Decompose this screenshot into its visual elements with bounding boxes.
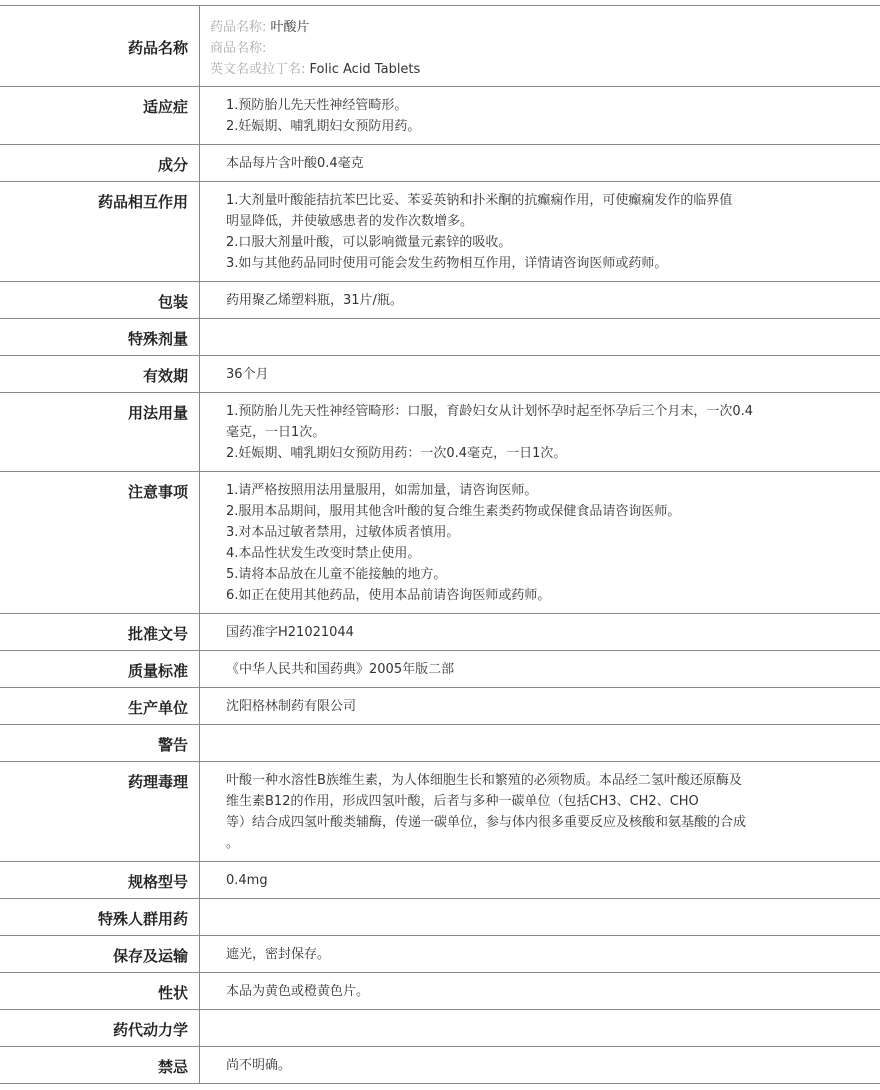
value-line: 1.预防胎儿先天性神经管畸形：口服，育龄妇女从计划怀孕时起至怀孕后三个月末，一次0.4 — [226, 404, 754, 419]
value-line: 3.如与其他药品同时使用可能会发生药物相互作用，详情请咨询医师或药师。 — [226, 256, 668, 271]
info-row-value — [200, 472, 880, 613]
value-line — [226, 907, 800, 928]
info-row-value — [200, 182, 880, 281]
value-line: 3.对本品过敏者禁用，过敏体质者慎用。 — [226, 525, 460, 540]
value-line: 国药准字H21021044 — [226, 625, 354, 640]
english-name-key: 英文名或拉丁名: — [210, 62, 306, 77]
value-line: 。 — [226, 836, 240, 851]
info-row — [0, 651, 880, 688]
value-line — [226, 733, 800, 754]
drug-names-label: 药品名称 — [0, 6, 200, 86]
value-line: 尚不明确。 — [226, 1058, 292, 1073]
info-row-value — [200, 614, 880, 650]
info-row — [0, 973, 880, 1010]
value-line: 沈阳格林制药有限公司 — [226, 699, 357, 714]
info-row-label: 药理毒理 — [0, 762, 200, 861]
info-row-value — [200, 393, 880, 471]
info-row-label: 适应症 — [0, 87, 200, 144]
generic-name-line — [210, 17, 860, 38]
info-row-label: 性状 — [0, 973, 200, 1009]
info-row-label: 质量标准 — [0, 651, 200, 687]
info-row — [0, 319, 880, 356]
info-row — [0, 182, 880, 282]
info-row-label: 生产单位 — [0, 688, 200, 724]
value-line: 遮光，密封保存。 — [226, 947, 331, 962]
info-row-value — [200, 145, 880, 181]
info-row — [0, 762, 880, 862]
info-row-value — [200, 1047, 880, 1083]
generic-name-value: 叶酸片 — [270, 20, 310, 35]
info-row — [0, 393, 880, 472]
info-row-value — [200, 688, 880, 724]
value-line: 维生素B12的作用，形成四氢叶酸，后者与多种一碳单位（包括CH3、CH2、CHO — [226, 794, 699, 809]
info-row — [0, 899, 880, 936]
info-rows — [0, 87, 880, 1084]
info-row — [0, 356, 880, 393]
value-line: 2.妊娠期、哺乳期妇女预防用药。 — [226, 119, 421, 134]
drug-names-value — [200, 6, 880, 86]
info-row-value — [200, 319, 880, 355]
drug-names-row — [0, 6, 880, 87]
value-line: 4.本品性状发生改变时禁止使用。 — [226, 546, 421, 561]
value-line: 2.服用本品期间，服用其他含叶酸的复合维生素类药物或保健食品请咨询医师。 — [226, 504, 681, 519]
drug-info-table — [0, 5, 880, 1084]
value-line: 2.口服大剂量叶酸，可以影响微量元素锌的吸收。 — [226, 235, 512, 250]
info-row — [0, 282, 880, 319]
info-row — [0, 145, 880, 182]
value-line: 0.4mg — [226, 873, 268, 888]
info-row-label: 注意事项 — [0, 472, 200, 613]
trade-name-key: 商品名称: — [210, 41, 267, 56]
info-row — [0, 87, 880, 145]
value-line: 本品每片含叶酸0.4毫克 — [226, 156, 364, 171]
info-row-label: 药品相互作用 — [0, 182, 200, 281]
value-line: 1.大剂量叶酸能拮抗苯巴比妥、苯妥英钠和扑米酮的抗癫痫作用，可使癫痫发作的临界值 — [226, 193, 733, 208]
info-row-label: 警告 — [0, 725, 200, 761]
info-row-value — [200, 936, 880, 972]
value-line: 2.妊娠期、哺乳期妇女预防用药：一次0.4毫克，一日1次。 — [226, 446, 567, 461]
info-row-value — [200, 651, 880, 687]
info-row-value — [200, 87, 880, 144]
value-line: 1.预防胎儿先天性神经管畸形。 — [226, 98, 408, 113]
info-row-value — [200, 1010, 880, 1046]
value-line — [226, 1018, 800, 1039]
info-row-label: 药代动力学 — [0, 1010, 200, 1046]
value-line: 药用聚乙烯塑料瓶，31片/瓶。 — [226, 293, 403, 308]
info-row-label: 保存及运输 — [0, 936, 200, 972]
info-row-label: 规格型号 — [0, 862, 200, 898]
info-row — [0, 936, 880, 973]
info-row — [0, 1010, 880, 1047]
value-line: 本品为黄色或橙黄色片。 — [226, 984, 370, 999]
value-line: 毫克，一日1次。 — [226, 425, 326, 440]
info-row-value — [200, 282, 880, 318]
value-line: 明显降低，并使敏感患者的发作次数增多。 — [226, 214, 474, 229]
info-row-label: 包装 — [0, 282, 200, 318]
trade-name-line — [210, 38, 860, 59]
info-row-value — [200, 973, 880, 1009]
info-row-label: 批准文号 — [0, 614, 200, 650]
info-row-label: 特殊人群用药 — [0, 899, 200, 935]
info-row-value — [200, 899, 880, 935]
value-line: 5.请将本品放在儿童不能接触的地方。 — [226, 567, 447, 582]
value-line: 《中华人民共和国药典》2005年版二部 — [226, 662, 455, 677]
english-name-line — [210, 59, 860, 80]
info-row-label: 用法用量 — [0, 393, 200, 471]
info-row — [0, 688, 880, 725]
info-row-label: 成分 — [0, 145, 200, 181]
info-row — [0, 472, 880, 614]
info-row-value — [200, 356, 880, 392]
info-row-label: 特殊剂量 — [0, 319, 200, 355]
info-row — [0, 614, 880, 651]
info-row-label: 禁忌 — [0, 1047, 200, 1083]
generic-name-key: 药品名称: — [210, 20, 267, 35]
info-row-label: 有效期 — [0, 356, 200, 392]
info-row — [0, 725, 880, 762]
value-line: 6.如正在使用其他药品，使用本品前请咨询医师或药师。 — [226, 588, 551, 603]
info-row — [0, 862, 880, 899]
info-row-value — [200, 725, 880, 761]
value-line: 36个月 — [226, 367, 269, 382]
value-line: 等）结合成四氢叶酸类辅酶，传递一碳单位，参与体内很多重要反应及核酸和氨基酸的合成 — [226, 815, 747, 830]
value-line: 叶酸一种水溶性B族维生素，为人体细胞生长和繁殖的必须物质。本品经二氢叶酸还原酶及 — [226, 773, 742, 788]
value-line — [226, 327, 800, 348]
info-row-value — [200, 762, 880, 861]
value-line: 1.请严格按照用法用量服用，如需加量，请咨询医师。 — [226, 483, 538, 498]
english-name-value: Folic Acid Tablets — [309, 62, 421, 77]
info-row — [0, 1047, 880, 1084]
info-row-value — [200, 862, 880, 898]
